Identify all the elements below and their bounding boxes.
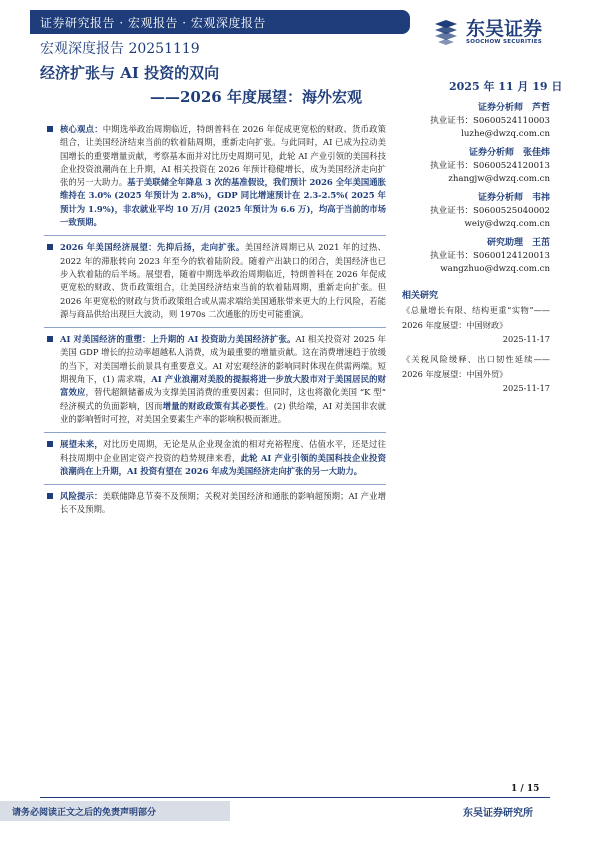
paragraph-text: 美联储降息节奏不及预期；关税对美国经济和通胀的影响超预期；AI 产业增长不及预期。 xyxy=(60,491,386,515)
paragraph-label: 展望未来， xyxy=(60,439,103,450)
section-divider xyxy=(44,235,386,236)
paragraph-text: ，替代超额储蓄成为支撑美国消费的重要因素；但同时，这也将激化美国 “K 型” 经济模式的负面影响，因而 xyxy=(60,387,386,411)
bullet-icon xyxy=(47,244,53,250)
related-research-date: 2025-11-17 xyxy=(502,334,550,344)
ai-reshape-paragraph xyxy=(44,333,386,426)
section-divider xyxy=(44,432,386,433)
paragraph-highlight: 基于美联储全年降息 3 次的基准假设，我们预计 2026 全年美国通胀维持在 3.0% (2025 年预计为 2.8%)，GDP 同比增速预计在 2.3-2.5%( 2025 年预计为 1.9%)，非农就业平均 10 万/月 (2025 年预计为 6.6 万)，均高于当前的市场一致预期。 xyxy=(60,177,386,228)
company-logo-english: SOOCHOW SECURITIES xyxy=(466,39,543,45)
section-divider xyxy=(44,327,386,328)
report-title: 经济扩张与 AI 投资的双向 xyxy=(40,64,220,82)
paragraph-label: 核心观点： xyxy=(60,124,103,134)
paragraph-highlight: 增量的财政政策有其必要性 xyxy=(162,400,266,411)
analyst-name: 证券分析师 芦哲 xyxy=(477,103,550,113)
bullet-icon xyxy=(47,441,53,447)
risk-paragraph xyxy=(44,490,386,517)
report-category: 证券研究报告 · 宏观报告 · 宏观深度报告 xyxy=(40,16,266,30)
analyst-name: 证券分析师 张佳炜 xyxy=(468,148,550,158)
paragraph-text: 对比历史周期，无论是从企业现金流的相对充裕程度、估值水平，还是过往科技周期中企业固定资产投资的趋势规律来看， xyxy=(60,439,387,463)
disclaimer-text: 请务必阅读正文之后的免责声明部分 xyxy=(12,808,157,818)
analyst-card xyxy=(402,192,550,231)
analyst-cert: 执业证书：S0600124120013 xyxy=(430,251,550,261)
core-view-paragraph xyxy=(44,123,386,229)
analyst-card xyxy=(402,237,550,276)
analyst-email[interactable]: weiy@dwzq.com.cn xyxy=(464,219,550,229)
related-research-date: 2025-11-17 xyxy=(502,383,550,393)
paragraph-highlight: AI 产业浪潮对美股的提振将进一步放大股市对于美国居民的财富效应 xyxy=(60,374,386,398)
analyst-cert: 执业证书：S0600524110003 xyxy=(430,116,550,126)
paragraph-label: AI 对美国经济的重塑：上升期的 AI 投资助力美国经济扩张。 xyxy=(60,334,296,345)
analyst-cert: 执业证书：S0600524120013 xyxy=(430,161,550,171)
paragraph-highlight: 此轮 AI 产业引领的美国科技企业投资浪潮尚在上升期，AI 投资有望在 2026 年成为美国经济走向扩张的另一大助力。 xyxy=(60,452,387,476)
sidebar xyxy=(402,102,550,401)
analyst-email[interactable]: luzhe@dwzq.com.cn xyxy=(461,129,550,139)
company-logo-text: 东吴证券 xyxy=(466,18,543,40)
company-logo-icon xyxy=(432,18,460,46)
outlook-paragraph xyxy=(44,241,386,321)
section-divider xyxy=(44,484,386,485)
analyst-name: 研究助理 王茁 xyxy=(486,238,550,248)
related-research-link[interactable]: 《关税风险缓释、出口韧性延续——2026 年度展望：中国外贸》 xyxy=(402,354,550,379)
paragraph-text: AI 相关投资对 2025 年美国 GDP 增长的拉动率超越私人消费，成为最重要的增量贡献。这在消费增速趋于放缓的当下，对美国增长前景具有重要意义。AI 对宏观经济的影响同时体现在供需两端。短期视角下，(1) 需求端， xyxy=(60,334,387,385)
analyst-email[interactable]: zhangjw@dwzq.com.cn xyxy=(448,174,550,184)
analyst-name: 证券分析师 韦祎 xyxy=(477,193,550,203)
analyst-card xyxy=(402,102,550,141)
footer-divider xyxy=(40,797,550,798)
bullet-icon xyxy=(47,493,53,499)
paragraph-label: 风险提示： xyxy=(60,491,103,502)
report-type-date: 宏观深度报告 20251119 xyxy=(40,41,200,57)
bullet-icon xyxy=(47,336,53,342)
paragraph-text: 美国经济周期已从 2021 年的过热、2022 年的滞胀转向 2023 年至今的软着陆阶段。随着产出缺口的闭合，美国经济也已步入软着陆的后半场。展望看，随着中期选举政治周期临近，特朗普料在 2026 年促成更宽松的财政、货币政策组合，让美国经济结束当前的软着陆周期，重新走向扩张。但 2026 年更宽松的财政与货币政策组合或从需求端给美国通胀带来更大的上行风险，若能源与商品供给出现巨大波动，则 1970s 二次通胀的历史可能重演。 xyxy=(60,242,386,319)
institute-name: 东吴证券研究所 xyxy=(463,808,533,819)
paragraph-text: 中期选举政治周期临近，特朗普料在 2026 年促成更宽松的财政、货币政策组合，让美国经济结束当前的软着陆周期，重新走向扩张。与此同时，AI 已成为拉动美国增长的重要增量贡献，考察基本面并对比历史周期可见，此轮 AI 产业引领的美国科技企业投资浪潮尚在上升期，AI 相关投资在 2026 年预计稳健增长，成为美国经济走向扩张的另一大助力。 xyxy=(60,124,387,188)
future-outlook-paragraph xyxy=(44,438,386,478)
analyst-card xyxy=(402,147,550,186)
related-research-heading: 相关研究 xyxy=(402,291,439,301)
report-subtitle: ——2026 年度展望：海外宏观 xyxy=(150,88,362,106)
bullet-icon xyxy=(47,126,53,132)
publish-date: 2025 年 11 月 19 日 xyxy=(449,80,563,93)
paragraph-label: 2026 年美国经济展望：先抑后扬，走向扩张。 xyxy=(60,242,245,253)
paragraph-text: 。(2) 供给端，AI 对美国非农就业的影响暂时可控，对美国全要素生产率的影响积极而渐进。 xyxy=(60,400,386,424)
report-summary xyxy=(44,123,386,517)
analyst-cert: 执业证书：S0600525040002 xyxy=(430,206,550,216)
analyst-email[interactable]: wangzhuo@dwzq.com.cn xyxy=(440,264,550,274)
related-research-link[interactable]: 《总量增长有限、结构更重“实物”——2026 年度展望：中国财政》 xyxy=(402,305,550,330)
page-number: 1 / 15 xyxy=(511,784,540,794)
